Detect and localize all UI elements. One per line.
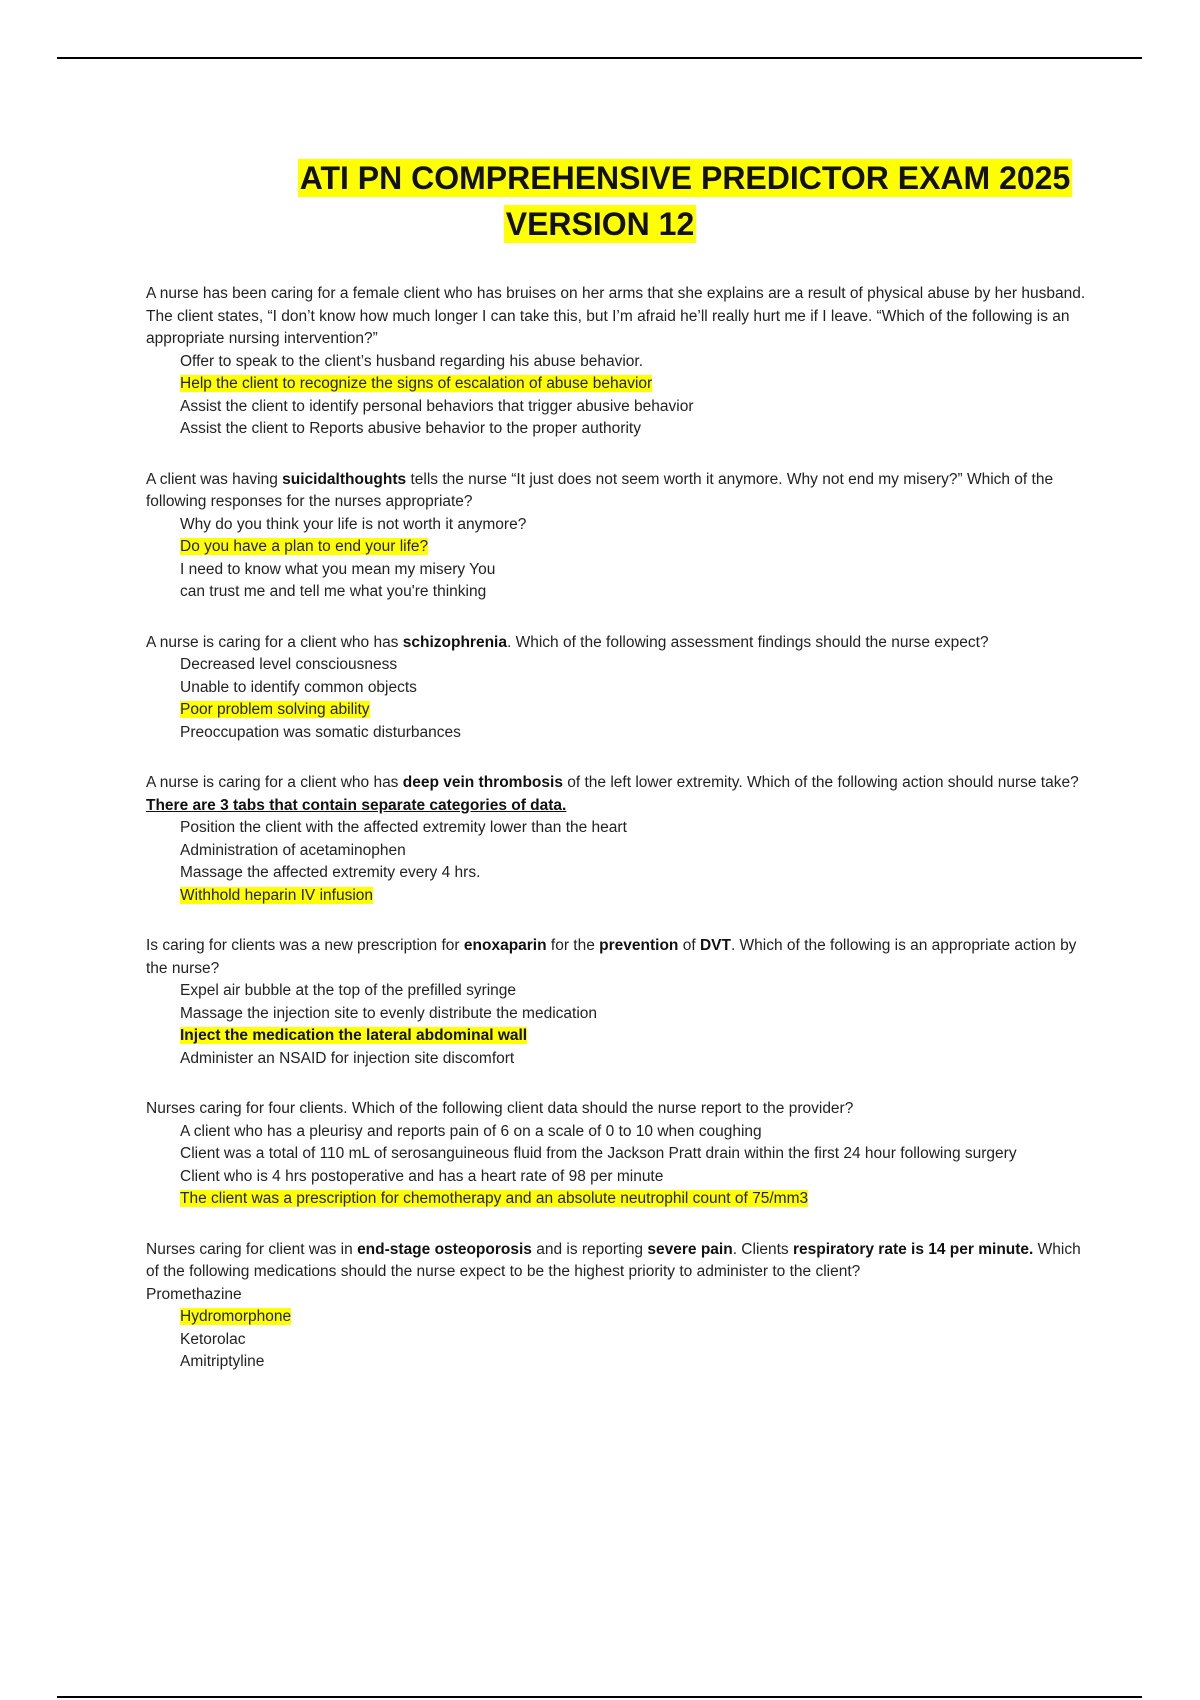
option: Unable to identify common objects [180, 678, 417, 696]
question-1 [146, 283, 1086, 441]
stem-keyword: enoxaparin [463, 937, 547, 954]
stem-keyword: DVT [699, 937, 731, 954]
stem-note: There are 3 tabs that contain separate categories of data. [146, 796, 567, 814]
option: Massage the affected extremity every 4 hrs. [180, 864, 481, 881]
option: Administer an NSAID for injection site discomfort [180, 1049, 515, 1067]
document-title [0, 155, 1200, 247]
stem-text: of the left lower extremity. Which of the following action should nurse take? [562, 774, 1079, 791]
answer-highlight: Inject the medication the lateral abdominal wall [180, 1027, 528, 1044]
question-stem [146, 632, 1086, 655]
stem-keyword: severe pain [647, 1240, 733, 1258]
answer-highlight: Do you have a plan to end your life? [180, 538, 429, 555]
stem-text: Is caring for clients was a new prescription for [146, 937, 464, 954]
option-answer [146, 373, 1086, 396]
question-stem: Nurses caring for four clients. Which of the following client data should the nurse report to the provider? [146, 1100, 854, 1117]
option: Administration of acetaminophen [180, 841, 406, 859]
question-list [146, 283, 1086, 1402]
option: Preoccupation was somatic disturbances [180, 723, 461, 741]
option: Client who is 4 hrs postoperative and has a heart rate of 98 per minute [180, 1167, 664, 1185]
question-7 [146, 1239, 1086, 1374]
stem-text: and is reporting [531, 1240, 648, 1258]
question-stem [146, 935, 1086, 980]
answer-highlight: Hydromorphone [180, 1308, 292, 1325]
answer-highlight: Poor problem solving ability [180, 701, 370, 718]
stem-keyword: prevention [599, 937, 679, 954]
title-line-2: VERSION 12 [505, 206, 695, 242]
stem-text: tells the nurse “It just does not seem worth it anymore. Why not end my misery?” Which of the following responses for the nurses appropriate? [146, 470, 1054, 510]
option: A client who has a pleurisy and reports pain of 6 on a scale of 0 to 10 when coughing [180, 1122, 762, 1140]
stem-keyword: suicidalthoughts [282, 470, 407, 488]
answer-highlight: Help the client to recognize the signs of escalation of abuse behavior [180, 375, 653, 392]
question-stem [146, 1239, 1086, 1284]
title-line-1: ATI PN COMPREHENSIVE PREDICTOR EXAM 2025 [299, 160, 1071, 196]
question-5 [146, 935, 1086, 1070]
stem-text: for the [546, 937, 600, 954]
option: Assist the client to Reports abusive behavior to the proper authority [180, 420, 641, 437]
stem-text: Nurses caring for client was in [146, 1240, 358, 1258]
option: Assist the client to identify personal behaviors that trigger abusive behavior [180, 397, 694, 415]
question-stem [146, 469, 1086, 514]
stem-text: A nurse is caring for a client who has [146, 774, 403, 791]
stem-text: . Which of the following assessment findings should the nurse expect? [506, 633, 989, 651]
question-4 [146, 772, 1086, 907]
option: I need to know what you mean my misery You [180, 560, 496, 578]
stem-keyword: deep vein thrombosis [402, 774, 563, 791]
option-answer [146, 536, 1086, 559]
option: Decreased level consciousness [180, 656, 398, 673]
option: Why do you think your life is not worth it anymore? [180, 515, 527, 533]
option: Ketorolac [180, 1330, 246, 1348]
option-answer [146, 1306, 1086, 1329]
option: Massage the injection site to evenly distribute the medication [180, 1004, 598, 1022]
option: Expel air bubble at the top of the prefilled syringe [180, 982, 517, 999]
answer-highlight: Withhold heparin IV infusion [180, 886, 374, 904]
option: Offer to speak to the client’s husband regarding his abuse behavior. [180, 352, 644, 370]
stem-text: Which of the following medications should the nurse expect to be the highest priority to administer to the client? [146, 1240, 1081, 1280]
stem-text: A client was having [146, 470, 283, 488]
top-rule [57, 57, 1142, 59]
stem-text: of [678, 937, 700, 954]
option: Promethazine [146, 1285, 242, 1303]
stem-text: . Which of the following is an appropriate action by the nurse? [146, 937, 1077, 977]
question-3 [146, 632, 1086, 745]
stem-keyword: respiratory rate is 14 per minute. [793, 1240, 1034, 1258]
stem-keyword: schizophrenia [402, 633, 507, 651]
option-answer [146, 1188, 1086, 1211]
bottom-rule [57, 1696, 1142, 1698]
option-answer [146, 699, 1086, 722]
question-6 [146, 1098, 1086, 1211]
option: Position the client with the affected extremity lower than the heart [180, 819, 627, 836]
option-answer [146, 885, 1086, 908]
option: can trust me and tell me what you're thinking [180, 583, 487, 600]
option-answer [146, 1025, 1086, 1048]
question-2 [146, 469, 1086, 604]
stem-keyword: end-stage osteoporosis [357, 1240, 532, 1258]
question-stem [146, 772, 1086, 817]
option: Amitriptyline [180, 1353, 265, 1370]
option: Client was a total of 110 mL of serosanguineous fluid from the Jackson Pratt drain within the first 24 hour following surgery [180, 1145, 1017, 1162]
answer-highlight: The client was a prescription for chemotherapy and an absolute neutrophil count of 75/mm3 [180, 1190, 809, 1207]
question-stem: A nurse has been caring for a female client who has bruises on her arms that she explains are a result of physical abuse by her husband. The client states, “I don’t know how much longer I can take this, but I’m afraid he’ll really hurt me if I leave. “Which of the following is an appropriate nursing intervention?” [146, 285, 1086, 347]
stem-text: . Clients [732, 1240, 793, 1258]
stem-text: A nurse is caring for a client who has [146, 633, 403, 651]
